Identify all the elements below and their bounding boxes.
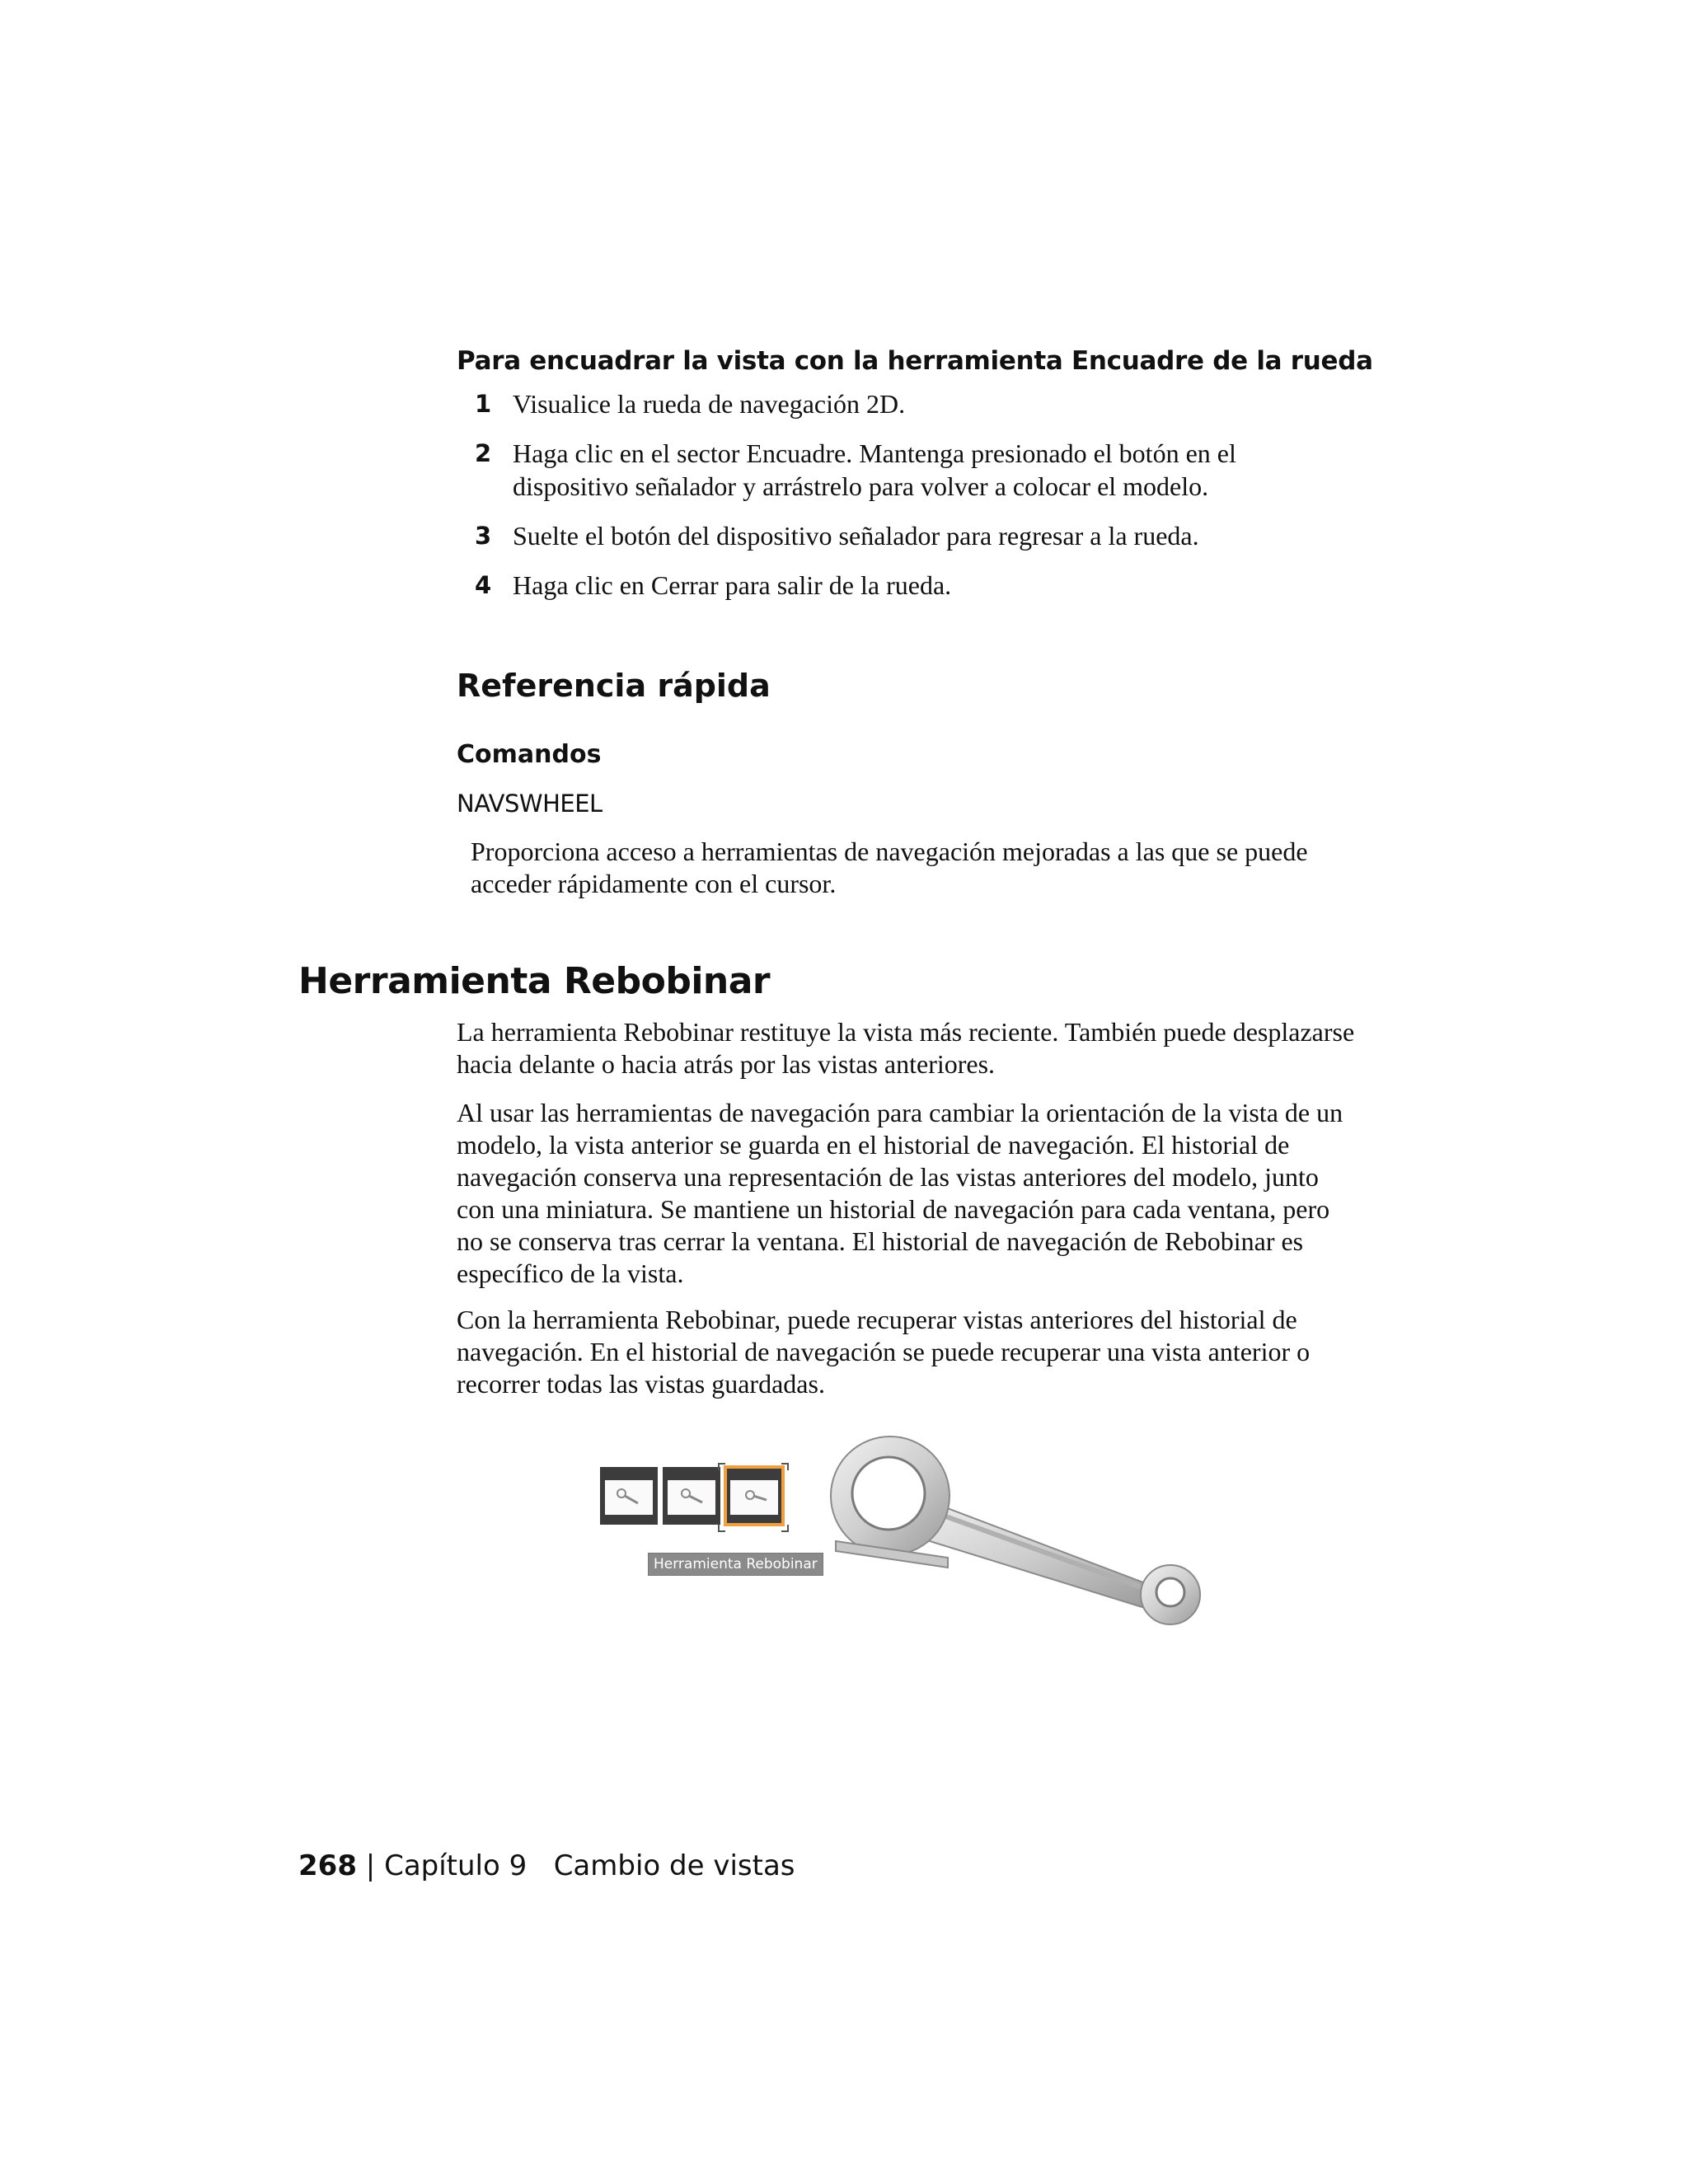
step-text: Visualice la rueda de navegación 2D. <box>513 389 906 419</box>
page-footer <box>298 1849 795 1882</box>
page-number: 268 <box>298 1849 357 1882</box>
step-number: 1 <box>475 390 492 418</box>
history-thumbnail[interactable] <box>600 1467 658 1525</box>
procedure-title: Para encuadrar la vista con la herramienta Encuadre de la rueda <box>457 346 1373 376</box>
body-paragraph: Al usar las herramientas de navegación para cambiar la orientación de la vista de un modelo, la vista anterior se guarda en el historial de navegación. El historial de navegación conserva una representación de las vistas anteriores del modelo, junto con una miniatura. Se mantiene un historial de navegación para cada ventana, pero no se conserva tras cerrar la ventana. El historial de navegación de Rebobinar es específico de la vista. <box>457 1098 1343 1288</box>
list-item <box>457 519 1347 552</box>
history-thumbnail[interactable] <box>663 1467 720 1525</box>
step-number: 4 <box>475 571 492 599</box>
quick-reference-heading: Referencia rápida <box>457 668 771 704</box>
list-item <box>457 569 1347 602</box>
step-text: Suelte el botón del dispositivo señalador para regresar a la rueda. <box>513 521 1199 551</box>
footer-separator: | <box>365 1849 376 1882</box>
command-name: NAVSWHEEL <box>457 790 603 818</box>
body-paragraph: Con la herramienta Rebobinar, puede recuperar vistas anteriores del historial de navegación. En el historial de navegación se puede recuperar una vista anterior o recorrer todas las vistas guardadas. <box>457 1305 1311 1399</box>
step-number: 3 <box>475 522 492 550</box>
list-item <box>457 437 1347 503</box>
step-number: 2 <box>475 439 492 467</box>
step-text: Haga clic en el sector Encuadre. Mantenga presionado el botón en el dispositivo señalador y arrástrelo para volver a colocar el modelo. <box>513 438 1236 501</box>
command-description: Proporciona acceso a herramientas de navegación mejoradas a las que se puede acceder rápidamente con el cursor. <box>471 837 1308 898</box>
rod-thumbnail-icon <box>668 1480 715 1515</box>
step-text: Haga clic en Cerrar para salir de la rueda. <box>513 570 952 600</box>
rewind-figure <box>593 1418 1220 1640</box>
rewind-tooltip: Herramienta Rebobinar <box>648 1553 823 1576</box>
section-title: Herramienta Rebobinar <box>298 960 771 1002</box>
rod-thumbnail-icon <box>605 1480 653 1515</box>
chapter-label: Capítulo 9 <box>384 1849 528 1882</box>
commands-heading: Comandos <box>457 740 602 769</box>
step-list <box>457 387 1347 618</box>
chapter-title: Cambio de vistas <box>553 1849 795 1882</box>
navigation-history-strip <box>593 1467 783 1533</box>
body-paragraph: La herramienta Rebobinar restituye la vista más reciente. También puede desplazarse hacia delante o hacia atrás por las vistas anteriores. <box>457 1017 1355 1079</box>
list-item <box>457 387 1347 420</box>
connecting-rod-image <box>824 1418 1212 1640</box>
